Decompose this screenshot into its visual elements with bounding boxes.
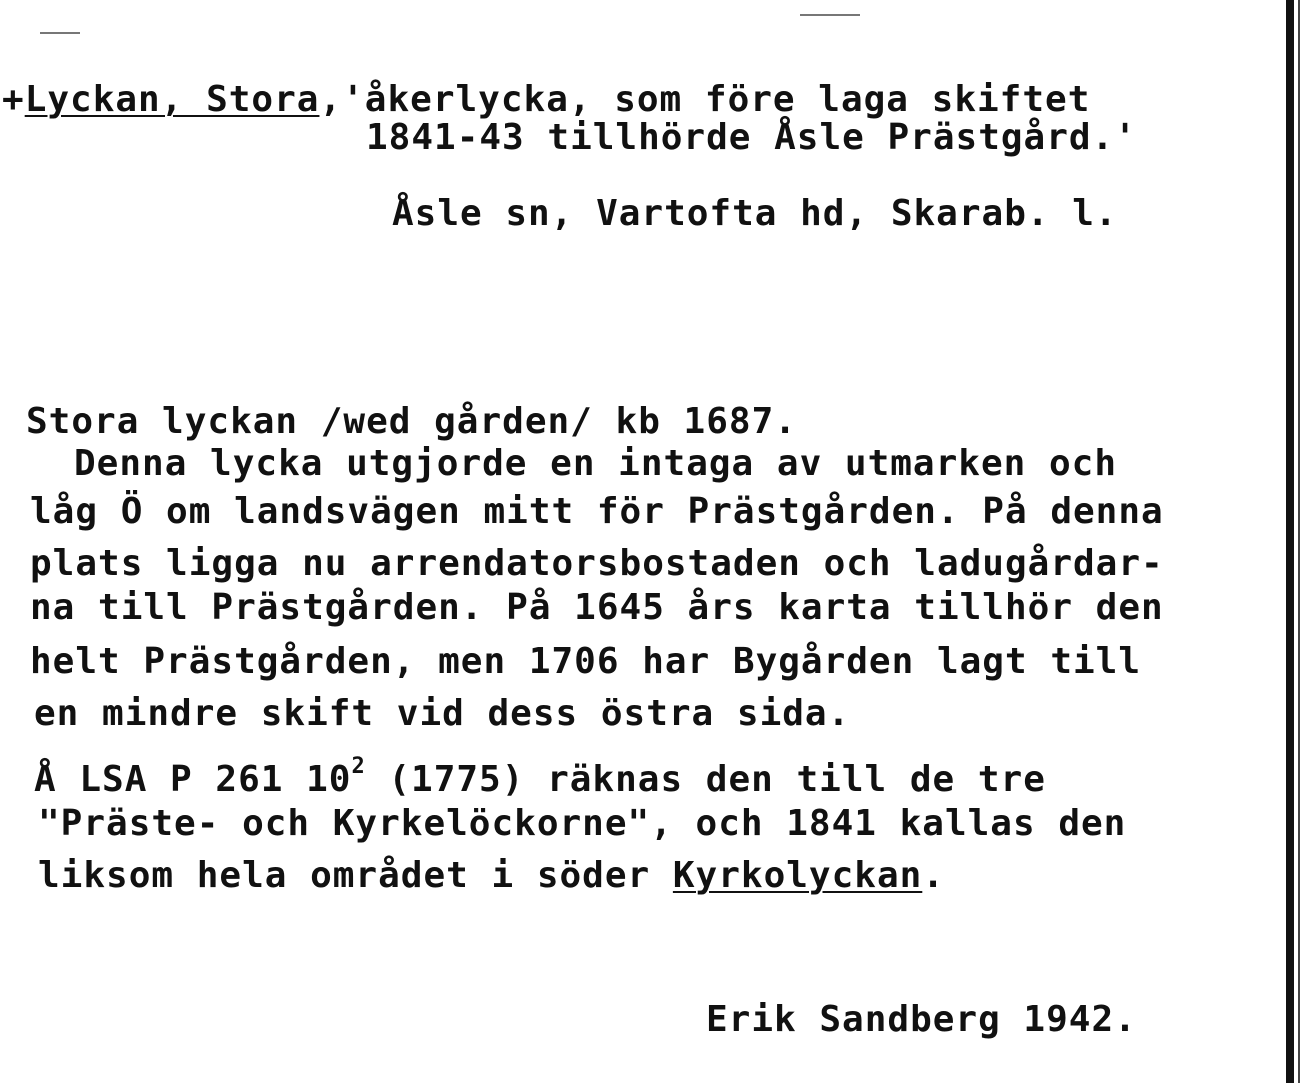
body-line-3: låg Ö om landsvägen mitt för Prästgården. På denna	[30, 491, 1164, 532]
body-line-1: Stora lyckan /wed gården/ kb 1687.	[26, 401, 797, 442]
cross-mark: +	[2, 79, 25, 120]
scan-speck	[800, 14, 860, 16]
header-line-2: 1841-43 tillhörde Åsle Prästgård.'	[366, 117, 1137, 158]
archive-reference: Å LSA P 261 10	[34, 759, 352, 800]
card-edge-thin	[1298, 0, 1300, 1083]
body-line-7: en mindre skift vid dess östra sida.	[34, 693, 851, 734]
signature: Erik Sandberg 1942.	[706, 999, 1137, 1040]
card-edge	[1286, 0, 1294, 1083]
body-line-8-rest: (1775) räknas den till de tre	[365, 759, 1046, 800]
scan-speck	[40, 32, 80, 34]
cross-reference: Kyrkolyckan	[672, 855, 923, 896]
entry-title: Lyckan, Stora	[24, 79, 320, 120]
body-line-9: "Präste- och Kyrkelöckorne", och 1841 kallas den	[38, 803, 1127, 844]
body-line-2: Denna lycka utgjorde en intaga av utmarken och	[74, 443, 1117, 484]
body-line-6: helt Prästgården, men 1706 har Bygården lagt till	[30, 641, 1142, 682]
body-line-5: na till Prästgården. På 1645 års karta tillhör den	[30, 587, 1164, 628]
body-line-8	[34, 756, 1046, 798]
header-line-1	[2, 79, 1091, 120]
body-line-4: plats ligga nu arrendatorsbostaden och ladugårdar-	[30, 543, 1164, 584]
body-line-10-text: liksom hela området i söder	[38, 855, 673, 896]
header-description: ,'åkerlycka, som före laga skiftet	[319, 79, 1091, 120]
body-line-10	[38, 855, 945, 896]
body-line-10-end: .	[922, 855, 945, 896]
location-line: Åsle sn, Vartofta hd, Skarab. l.	[392, 193, 1118, 234]
superscript: 2	[351, 754, 366, 779]
